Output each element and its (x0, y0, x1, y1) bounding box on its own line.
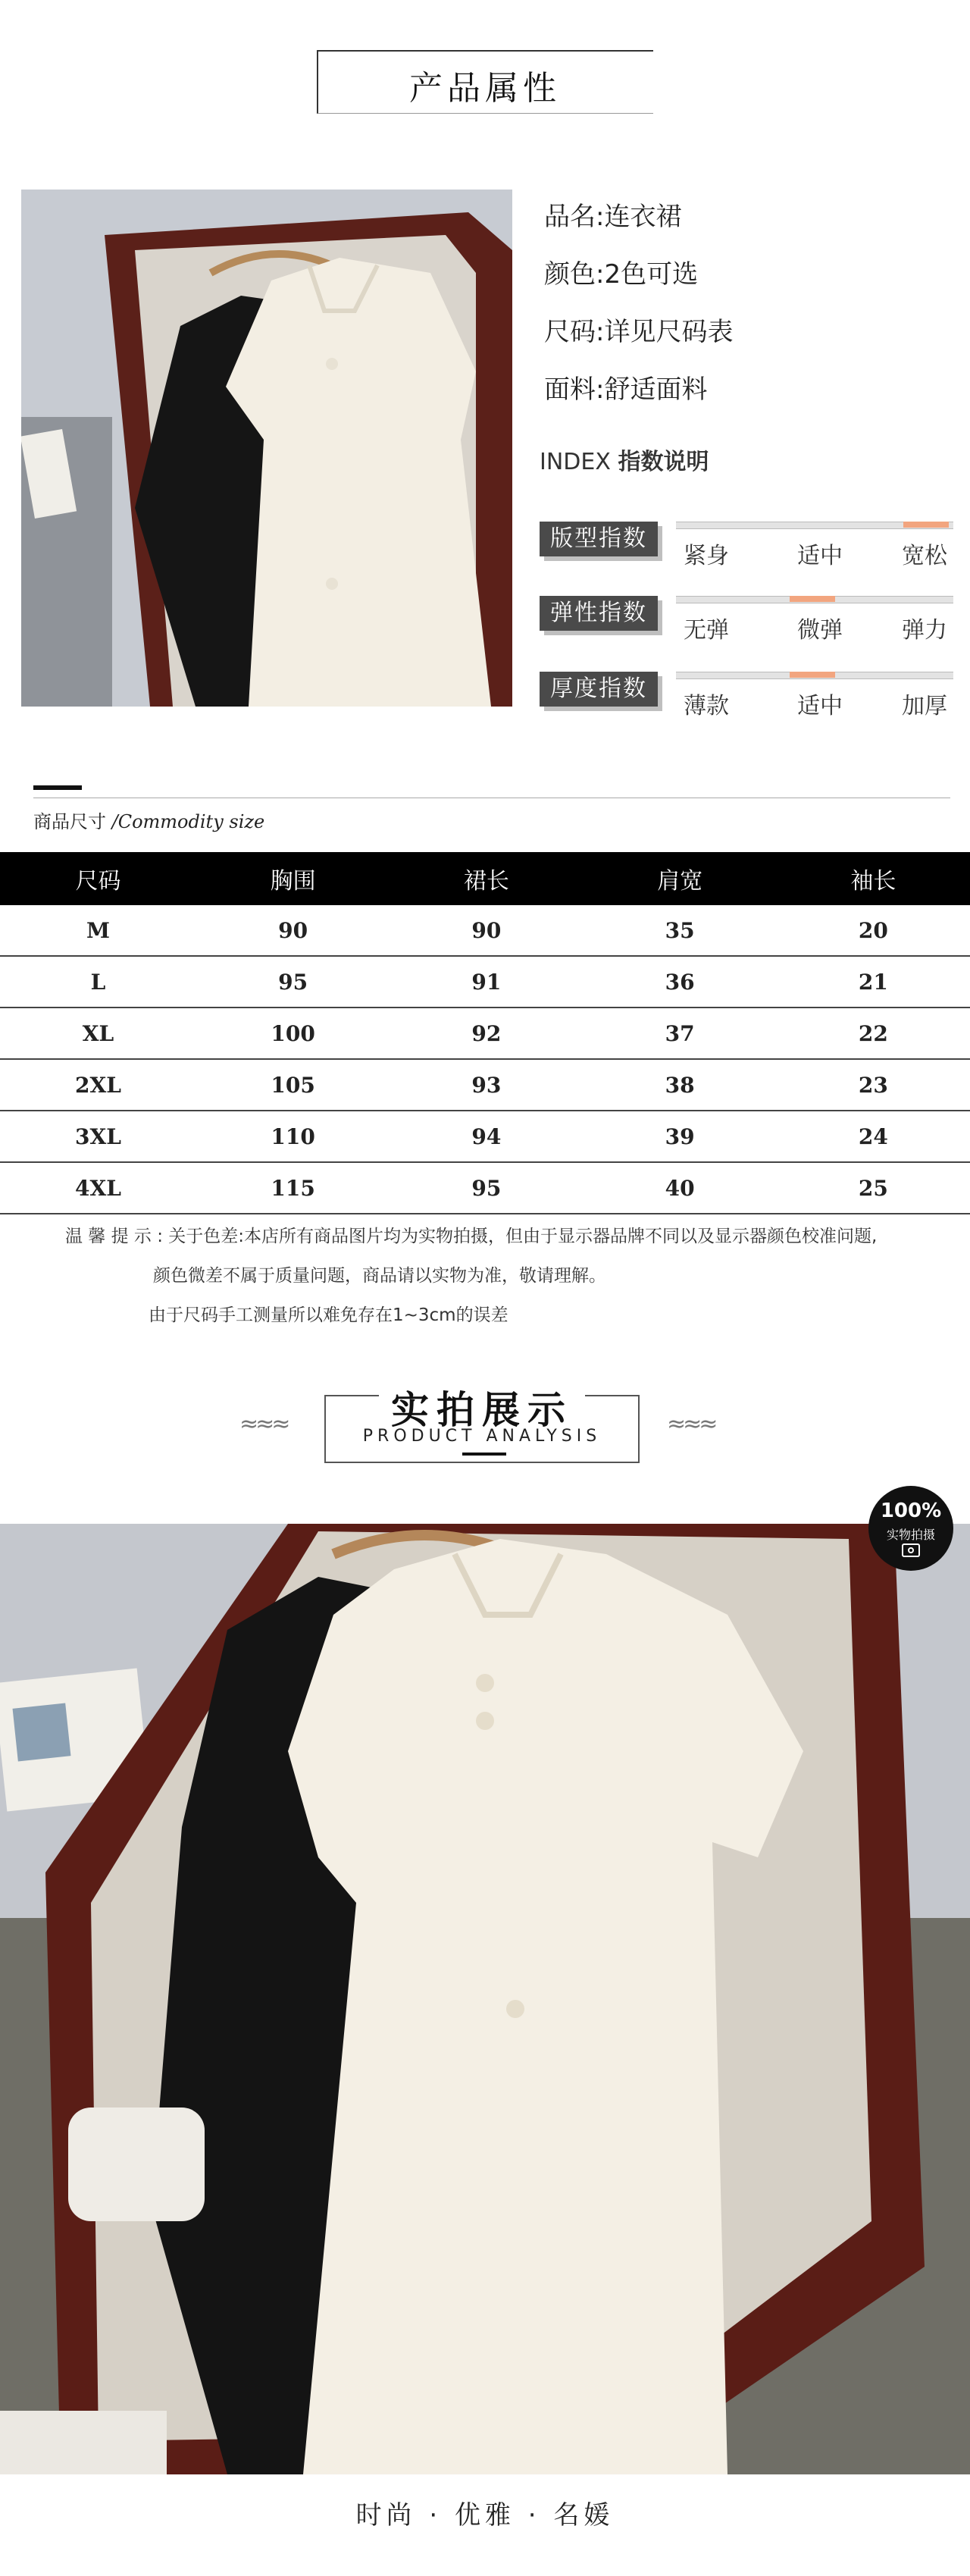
table-cell: 36 (583, 956, 776, 1008)
table-cell: 2XL (0, 1059, 196, 1111)
index-option: 适中 (797, 693, 843, 719)
table-cell: 24 (777, 1111, 970, 1162)
attr-fabric: 面料:舒适面料 (544, 374, 708, 405)
size-table (0, 852, 970, 1214)
table-cell: 3XL (0, 1111, 196, 1162)
table-cell: 35 (583, 905, 776, 956)
index-row-elasticity (540, 585, 955, 646)
index-marker (903, 522, 949, 528)
table-cell: 90 (196, 905, 390, 956)
index-option: 紧身 (684, 543, 729, 569)
index-option: 薄款 (684, 693, 729, 719)
table-cell: 110 (196, 1111, 390, 1162)
table-cell: 21 (777, 956, 970, 1008)
attributes-list (544, 199, 953, 429)
table-cell: M (0, 905, 196, 956)
index-marker (790, 596, 835, 602)
table-cell: 94 (390, 1111, 583, 1162)
attr-size: 尺码:详见尺码表 (544, 317, 734, 347)
badge-percent: 100% (880, 1500, 942, 1522)
size-section-title (33, 807, 264, 833)
size-section-bar (33, 785, 82, 790)
size-table-header-row (0, 852, 970, 905)
size-col-header: 胸围 (196, 852, 390, 905)
table-cell: 95 (196, 956, 390, 1008)
product-photo-large-illustration (0, 1524, 970, 2474)
size-col-header: 裙长 (390, 852, 583, 905)
camera-icon (902, 1543, 920, 1557)
product-photo-large (0, 1524, 970, 2474)
wave-decoration-left: ≈≈≈ (239, 1411, 288, 1437)
index-option: 适中 (797, 543, 843, 569)
table-cell: 22 (777, 1008, 970, 1059)
attr-color: 颜色:2色可选 (544, 259, 699, 290)
table-cell: 93 (390, 1059, 583, 1111)
table-cell: 100 (196, 1008, 390, 1059)
table-cell: 92 (390, 1008, 583, 1059)
index-option: 加厚 (902, 693, 947, 719)
brand-slogan: 时尚 · 优雅 · 名媛 (355, 2500, 615, 2531)
size-col-header: 肩宽 (583, 852, 776, 905)
product-photo-small (21, 190, 512, 707)
table-cell: 90 (390, 905, 583, 956)
table-row (0, 1111, 970, 1162)
size-title-cn: 商品尺寸 (33, 811, 106, 832)
analysis-underline (462, 1453, 506, 1456)
color-note: 温 馨 提 示 : 关于色差:本店所有商品图片均为实物拍摄，但由于显示器品牌不同以及显示器颜色校准问题, (65, 1227, 878, 1246)
table-row (0, 905, 970, 956)
index-label: 弹性指数 (540, 596, 658, 631)
table-cell: 40 (583, 1162, 776, 1214)
size-col-header: 袖长 (777, 852, 970, 905)
wave-decoration-right: ≈≈≈ (667, 1411, 715, 1437)
table-row (0, 1059, 970, 1111)
index-label: 版型指数 (540, 522, 658, 556)
attributes-header (317, 50, 653, 117)
table-cell: L (0, 956, 196, 1008)
index-title-en: INDEX (540, 449, 611, 475)
table-cell: 23 (777, 1059, 970, 1111)
table-cell: XL (0, 1008, 196, 1059)
index-label: 厚度指数 (540, 672, 658, 707)
index-option: 微弹 (797, 617, 843, 644)
badge-text: 实物拍摄 (886, 1528, 935, 1542)
color-note-continued: 颜色微差不属于质量问题，商品请以实物为准，敬请理解。 (153, 1266, 606, 1286)
index-option: 宽松 (902, 543, 947, 569)
index-option: 弹力 (902, 617, 947, 644)
table-row (0, 1008, 970, 1059)
table-cell: 91 (390, 956, 583, 1008)
index-title-cn: 指数说明 (618, 449, 709, 475)
real-photo-badge (868, 1486, 953, 1571)
index-marker (790, 672, 835, 678)
table-cell: 4XL (0, 1162, 196, 1214)
analysis-title-text: 实拍展示 (379, 1387, 585, 1432)
measurement-note: 由于尺码手工测量所以难免存在1~3cm的误差 (149, 1305, 508, 1325)
index-option: 无弹 (684, 617, 729, 644)
index-row-fit (540, 511, 955, 572)
table-row (0, 956, 970, 1008)
index-row-thickness (540, 661, 955, 722)
table-cell: 37 (583, 1008, 776, 1059)
attributes-title: 产品属性 (409, 69, 561, 108)
table-cell: 115 (196, 1162, 390, 1214)
attr-name: 品名:连衣裙 (544, 202, 682, 232)
index-track (676, 596, 953, 603)
table-cell: 20 (777, 905, 970, 956)
index-track (676, 522, 953, 529)
table-cell: 95 (390, 1162, 583, 1214)
product-photo-small-illustration (21, 190, 512, 707)
index-track (676, 672, 953, 679)
table-row (0, 1162, 970, 1214)
index-title (540, 443, 709, 476)
table-cell: 105 (196, 1059, 390, 1111)
table-cell: 39 (583, 1111, 776, 1162)
table-cell: 25 (777, 1162, 970, 1214)
size-title-en: /Commodity size (111, 811, 265, 832)
analysis-subtitle: PRODUCT ANALYSIS (362, 1427, 602, 1446)
size-col-header: 尺码 (0, 852, 196, 905)
table-cell: 38 (583, 1059, 776, 1111)
